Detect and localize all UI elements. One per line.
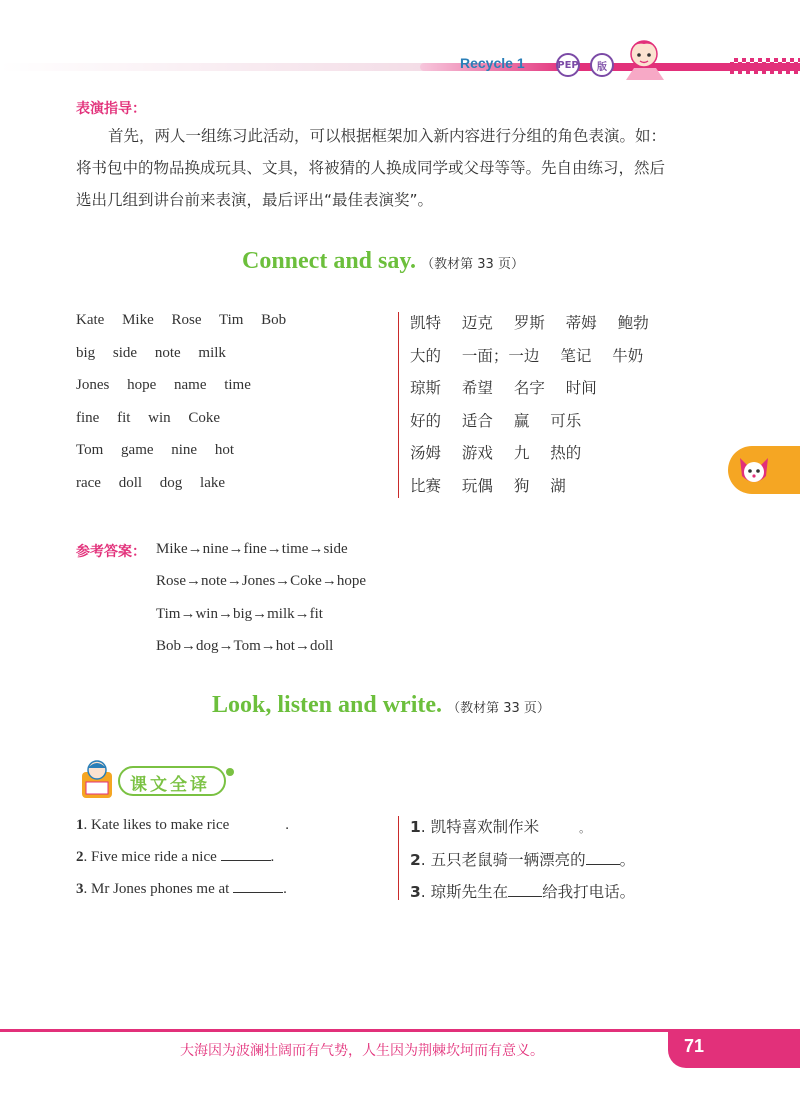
connect-textbook-ref: （教材第 33 页） xyxy=(421,257,524,272)
exercise-english-3 xyxy=(76,881,287,898)
english-word-row: Jones hope name time xyxy=(76,377,251,393)
exercise-end: 给我打电话。 xyxy=(542,883,636,901)
page-number: 71 xyxy=(684,1036,705,1056)
english-word-row: fine fit win Coke xyxy=(76,410,221,426)
english-word-row: race doll dog lake xyxy=(76,475,226,491)
chinese-word-row: 好的 适合 赢 可乐 xyxy=(410,412,582,430)
column-divider xyxy=(398,816,399,900)
performance-paragraph xyxy=(76,120,726,216)
exercise-text: . 琼斯先生在 xyxy=(420,883,509,901)
answer-line: Mike→nine→fine→time→side xyxy=(156,541,348,557)
exercise-number: 1 xyxy=(410,818,421,836)
header-recycle-label: Recycle 1 xyxy=(460,55,525,71)
look-textbook-ref: （教材第 33 页） xyxy=(447,701,550,716)
connect-title: Connect and say. xyxy=(242,248,417,274)
exercise-end: . xyxy=(285,817,290,833)
header-fade-strip xyxy=(0,63,430,71)
performance-label: 表演指导： xyxy=(76,101,146,117)
exercise-chinese-3 xyxy=(410,880,635,902)
label-dot xyxy=(226,768,234,776)
translation-label: 课文全译 xyxy=(130,775,210,795)
english-word-row: big side note milk xyxy=(76,345,226,361)
answer-blank[interactable] xyxy=(508,896,542,897)
chinese-word-row: 大的 一面；一边 笔记 牛奶 xyxy=(410,347,644,365)
answer-line: Tim→win→big→milk→fit xyxy=(156,606,323,622)
exercise-number: 1 xyxy=(76,817,84,833)
column-divider xyxy=(398,312,399,498)
exercise-english-2 xyxy=(76,849,274,866)
exercise-number: 3 xyxy=(410,883,421,901)
exercise-end: 。 xyxy=(579,822,591,835)
exercise-text: . 五只老鼠骑一辆漂亮的 xyxy=(420,851,586,869)
fox-mascot-icon xyxy=(734,450,774,490)
pep-badge: PEP xyxy=(556,53,580,77)
performance-line: 将书包中的物品换成玩具、文具，将被猜的人换成同学或父母等等。先自由练习，然后 xyxy=(76,159,666,177)
connect-title-row xyxy=(242,248,524,275)
exercise-text: . Five mice ride a nice xyxy=(83,849,217,865)
exercise-text: . Mr Jones phones me at xyxy=(83,881,230,897)
performance-line: 选出几组到讲台前来表演，最后评出“最佳表演奖”。 xyxy=(76,191,434,209)
exercise-number: 3 xyxy=(76,881,84,897)
look-title-row xyxy=(212,692,550,719)
exercise-number: 2 xyxy=(410,851,421,869)
exercise-chinese-1 xyxy=(410,815,590,837)
answer-line: Rose→note→Jones→Coke→hope xyxy=(156,573,366,589)
chinese-word-row: 汤姆 游戏 九 热的 xyxy=(410,444,582,462)
chinese-word-row: 琼斯 希望 名字 时间 xyxy=(410,379,597,397)
english-word-row: Tom game nine hot xyxy=(76,442,235,458)
performance-line: 首先，两人一组练习此活动，可以根据框架加入新内容进行分组的角色表演。如： xyxy=(108,127,667,145)
exercise-english-1 xyxy=(76,817,289,834)
english-word-row: Kate Mike Rose Tim Bob xyxy=(76,312,287,328)
footer-motto: 大海因为波澜壮阔而有气势，人生因为荆棘坎坷而有意义。 xyxy=(180,1043,544,1059)
student-reading-icon xyxy=(76,758,120,802)
header-checker-pattern xyxy=(730,58,800,74)
exercise-chinese-2 xyxy=(410,848,635,870)
edition-badge: 版 xyxy=(590,53,614,77)
answers-label: 参考答案： xyxy=(76,544,146,560)
exercise-text: . Kate likes to make rice xyxy=(83,817,230,833)
look-title: Look, listen and write. xyxy=(212,692,443,718)
answer-blank[interactable] xyxy=(221,860,271,861)
cartoon-girl-icon xyxy=(618,32,678,82)
answer-blank[interactable] xyxy=(233,892,283,893)
exercise-end: . xyxy=(270,849,275,865)
chinese-word-row: 凯特 迈克 罗斯 蒂姆 鲍勃 xyxy=(410,314,649,332)
exercise-text: . 凯特喜欢制作米 xyxy=(420,818,540,836)
chinese-word-row: 比赛 玩偶 狗 湖 xyxy=(410,477,566,495)
exercise-number: 2 xyxy=(76,849,84,865)
exercise-end: . xyxy=(283,881,287,897)
exercise-end: 。 xyxy=(619,851,636,869)
answer-line: Bob→dog→Tom→hot→doll xyxy=(156,638,334,654)
answer-blank[interactable] xyxy=(586,864,620,865)
